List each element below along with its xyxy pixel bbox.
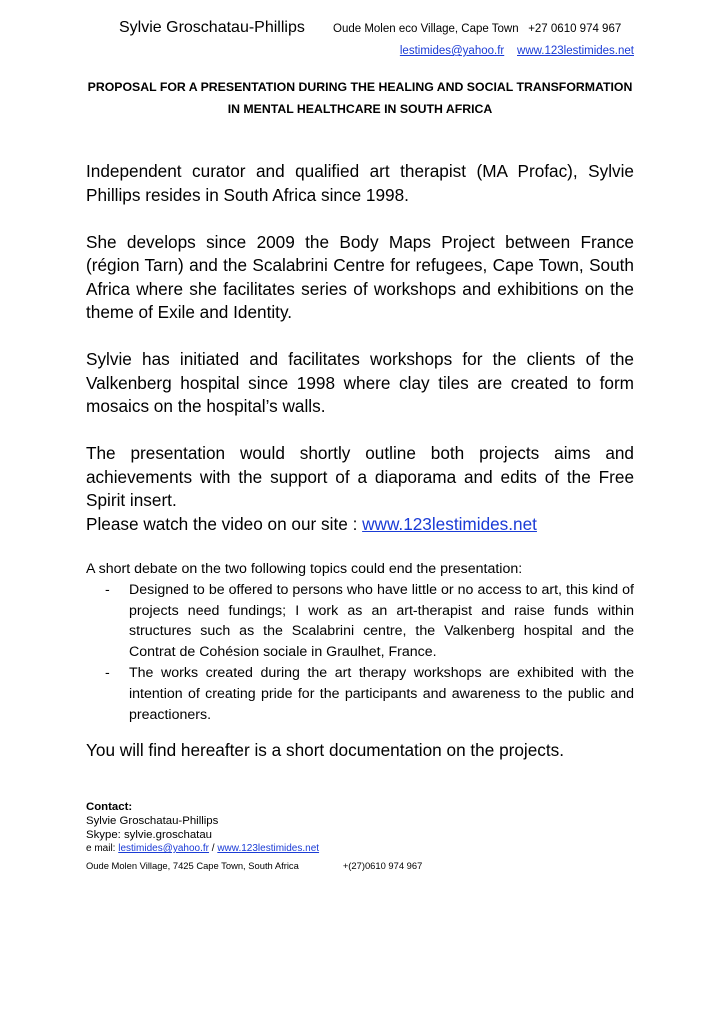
debate-section	[86, 559, 634, 725]
contact-email-link[interactable]: lestimides@yahoo.fr	[118, 843, 209, 854]
contact-block	[86, 800, 422, 873]
video-line	[86, 513, 634, 537]
contact-skype: Skype: sylvie.groschatau	[86, 829, 212, 841]
title-line-2: IN MENTAL HEALTHCARE IN SOUTH AFRICA	[227, 102, 493, 116]
contact-email-line	[86, 842, 422, 856]
contact-label: Contact:	[86, 801, 133, 813]
list-item: - The works created during the art therapy workshops are exhibited with the intention of creating pride for the participants and awareness to the public and preactioners.	[105, 664, 634, 723]
title-line-1: PROPOSAL FOR A PRESENTATION DURING THE HEALING AND SOCIAL TRANSFORMATION	[87, 80, 633, 94]
header-name: Sylvie Groschatau-Phillips	[119, 19, 305, 36]
debate-intro: A short debate on the two following topics could end the presentation:	[86, 561, 523, 577]
contact-address-line	[86, 859, 422, 873]
contact-separator: /	[208, 843, 218, 854]
header-address: Oude Molen eco Village, Cape Town +27 0610 974 967	[333, 23, 622, 35]
contact-website-link[interactable]: www.123lestimides.net	[217, 843, 320, 854]
paragraph-curator: Independent curator and qualified art therapist (MA Profac), Sylvie Phillips resides in South Africa since 1998.	[86, 161, 634, 205]
debate-list	[86, 580, 634, 726]
contact-phone: +(27)0610 974 967	[342, 860, 423, 871]
closing-line: You will find hereafter is a short documentation on the projects.	[86, 740, 565, 761]
contact-address: Oude Molen Village, 7425 Cape Town, South Africa	[86, 860, 299, 871]
paragraph-body-maps: She develops since 2009 the Body Maps Project between France (région Tarn) and the Scalabrini Centre for refugees, Cape Town, South Africa where she facilitates series of workshops and exhibitions on the theme of Exile and Identity.	[86, 231, 634, 322]
header-website-link[interactable]: www.123lestimides.net	[517, 45, 634, 57]
list-item-text: The works created during the art therapy workshops are exhibited with the intention of creating pride for the participants and awareness to the public and preactioners.	[129, 664, 634, 723]
header-email-link[interactable]: lestimides@yahoo.fr	[399, 45, 505, 57]
list-item: - Designed to be offered to persons who have little or no access to art, this kind of projects need fundings; I work as an art-therapist and raise funds within structures such as the Scalabrini centre, the Valkenberg hospital and the Contrat de Cohésion sociale in Graulhet, France.	[105, 581, 634, 661]
paragraph-valkenberg: Sylvie has initiated and facilitates workshops for the clients of the Valkenberg hospital since 1998 where clay tiles are created to form mosaics on the hospital’s walls.	[86, 349, 634, 416]
list-item-text: Designed to be offered to persons who have little or no access to art, this kind of projects need fundings; I work as an art-therapist and raise funds within structures such as the Scalabrini centre, the Valkenberg hospital and the Contrat de Cohésion sociale in Graulhet, France.	[129, 581, 634, 661]
contact-name: Sylvie Groschatau-Phillips	[86, 815, 219, 827]
video-website-link[interactable]: www.123lestimides.net	[362, 513, 537, 534]
paragraph-presentation: The presentation would shortly outline both projects aims and achievements with the support of a diaporama and edits of the Free Spirit insert.	[86, 443, 634, 510]
video-text: Please watch the video on our site :	[86, 513, 363, 534]
contact-email-prefix: e mail:	[86, 843, 119, 854]
header-links	[400, 45, 634, 57]
document-body	[86, 160, 634, 763]
document-title	[86, 76, 634, 120]
